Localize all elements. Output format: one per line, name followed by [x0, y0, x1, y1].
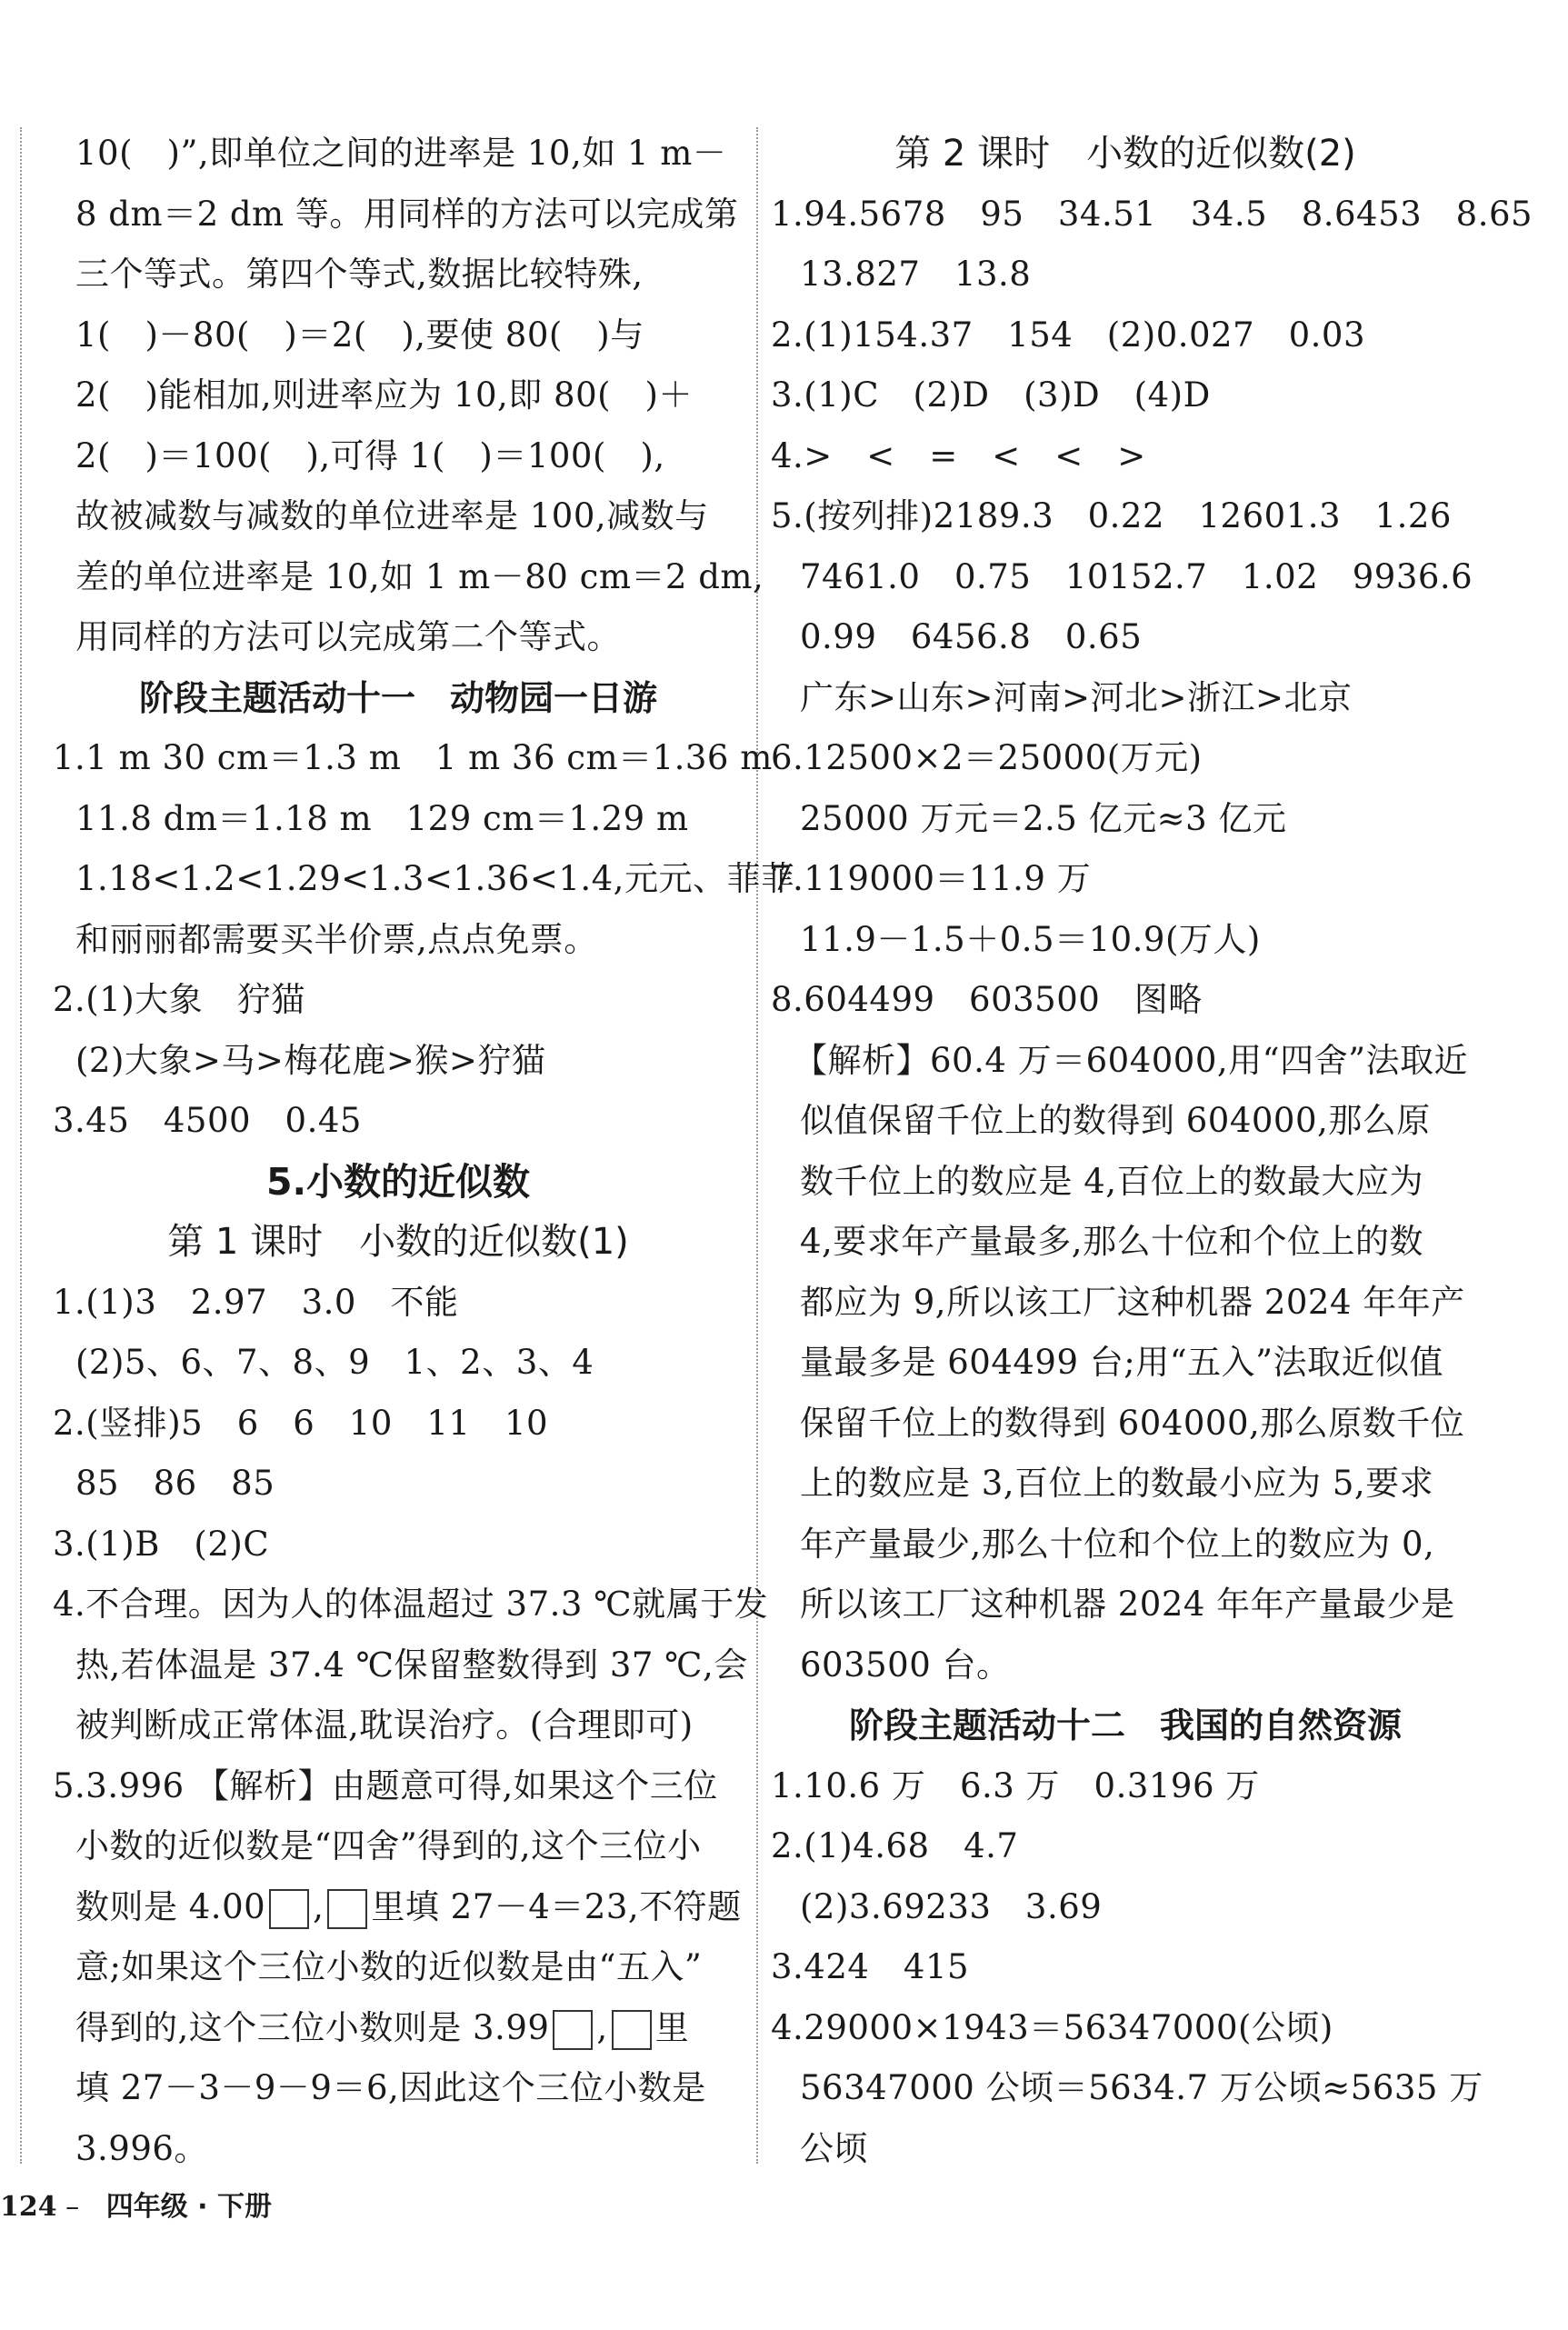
footer-dash: – [65, 2191, 80, 2223]
answer-line: 2.(竖排)5 6 6 10 11 10 [53, 1403, 549, 1443]
analysis-line: 上的数应是 3,百位上的数最小应为 5,要求 [800, 1464, 1434, 1503]
blank-box [269, 1889, 309, 1929]
answer-line: 填 27－3－9－9＝6,因此这个三位小数是 [75, 2068, 706, 2107]
blank-box [327, 1889, 367, 1929]
blank-box [612, 2010, 652, 2050]
analysis-line: 4,要求年产量最多,那么十位和个位上的数 [800, 1222, 1424, 1261]
analysis-line: 量最多是 604499 台;用“五入”法取近似值 [800, 1343, 1444, 1382]
answer-line: 意;如果这个三位小数的近似数是由“五入” [75, 1947, 703, 1986]
text-span: 得到的,这个三位小数则是 3.99 [75, 2007, 550, 2047]
answer-line: 25000 万元＝2.5 亿元≈3 亿元 [800, 798, 1287, 838]
text-line: 2( )能相加,则进率应为 10,即 80( )＋ [75, 375, 693, 415]
blank-box [553, 2010, 593, 2050]
answer-line: 7.119000＝11.9 万 [771, 859, 1092, 898]
text-span: , [313, 1886, 325, 1926]
analysis-line: 年产量最少,那么十位和个位上的数应为 0, [800, 1524, 1435, 1564]
answer-line: 7461.0 0.75 10152.7 1.02 9936.6 [800, 556, 1473, 596]
answer-line: (2)5、6、7、8、9 1、2、3、4 [75, 1343, 594, 1382]
answer-line: 11.8 dm＝1.18 m 129 cm＝1.29 m [75, 798, 689, 838]
analysis-line: 所以该工厂这种机器 2024 年年产量最少是 [800, 1585, 1455, 1624]
analysis-line: 603500 台。 [800, 1645, 1011, 1685]
analysis-line: 【解析】60.4 万＝604000,用“四舍”法取近 [794, 1040, 1468, 1080]
text-line: 差的单位进率是 10,如 1 m－80 cm＝2 dm, [75, 556, 764, 596]
left-column [53, 124, 795, 2179]
answer-line: 小数的近似数是“四舍”得到的,这个三位小 [75, 1826, 702, 1865]
answer-line: 2.(1)4.68 4.7 [771, 1826, 1019, 1865]
answer-line: 公顷 [800, 2128, 868, 2168]
answer-line: 5.3.996 【解析】由题意可得,如果这个三位 [53, 1765, 718, 1805]
section-title-activity-11: 阶段主题活动十一 动物园一日游 [138, 677, 657, 718]
answer-line: 4.29000×1943＝56347000(公顷) [771, 2007, 1333, 2047]
answer-line: 3.(1)B (2)C [53, 1524, 270, 1564]
answer-line [53, 1877, 744, 1938]
text-line: 1( )－80( )＝2( ),要使 80( )与 [75, 315, 644, 355]
answer-line: 2.(1)154.37 154 (2)0.027 0.03 [771, 315, 1366, 355]
answer-line: 热,若体温是 37.4 ℃保留整数得到 37 ℃,会 [75, 1645, 748, 1685]
answer-line: 1.10.6 万 6.3 万 0.3196 万 [771, 1765, 1260, 1805]
grade-label: 四年级 · 下册 [105, 2191, 273, 2223]
answer-line: 4.> < = < < > [771, 435, 1146, 475]
answer-line: (2)3.69233 3.69 [800, 1886, 1103, 1926]
text-line: 用同样的方法可以完成第二个等式。 [75, 617, 621, 656]
text-line: 2( )＝100( ),可得 1( )＝100( ), [75, 435, 665, 475]
left-margin-rule [20, 127, 22, 2164]
answer-line: 3.(1)C (2)D (3)D (4)D [771, 375, 1211, 415]
analysis-line: 都应为 9,所以该工厂这种机器 2024 年年产 [800, 1282, 1465, 1322]
section-title-activity-12: 阶段主题活动十二 我国的自然资源 [848, 1705, 1402, 1745]
answer-line: 1.(1)3 2.97 3.0 不能 [53, 1282, 459, 1322]
answer-line: 广东>山东>河南>河北>浙江>北京 [800, 677, 1353, 717]
answer-line: 3.996。 [75, 2128, 208, 2168]
answer-line: 1.94.5678 95 34.51 34.5 8.6453 8.65 [771, 194, 1533, 234]
right-column [771, 124, 1533, 2179]
lesson-title-2: 第 2 课时 小数的近似数(2) [894, 133, 1356, 175]
page-number: 124 [0, 2191, 57, 2223]
answer-line: 8.604499 603500 图略 [771, 980, 1203, 1019]
answer-line: 6.12500×2＝25000(万元) [771, 738, 1203, 777]
analysis-line: 保留千位上的数得到 604000,那么原数千位 [800, 1403, 1465, 1443]
answer-line: 4.不合理。因为人的体温超过 37.3 ℃就属于发 [53, 1585, 769, 1624]
answer-line: 3.424 415 [771, 1947, 970, 1986]
text-line: 三个等式。第四个等式,数据比较特殊, [75, 255, 644, 294]
answer-line: 3.45 4500 0.45 [53, 1101, 362, 1140]
answer-line: 11.9－1.5＋0.5＝10.9(万人) [800, 919, 1261, 959]
answer-line: 0.99 6456.8 0.65 [800, 617, 1143, 656]
answer-line: 2.(1)大象 狞猫 [53, 980, 305, 1019]
answer-line: 85 86 85 [75, 1464, 275, 1503]
page-footer [0, 2189, 272, 2225]
answer-line: 56347000 公顷＝5634.7 万公顷≈5635 万 [800, 2068, 1483, 2107]
answer-line: 1.18<1.2<1.29<1.3<1.36<1.4,元元、菲菲 [75, 859, 795, 898]
answer-line: 1.1 m 30 cm＝1.3 m 1 m 36 cm＝1.36 m [53, 738, 773, 777]
unit-title: 5.小数的近似数 [265, 1159, 531, 1204]
answer-line: 被判断成正常体温,耽误治疗。(合理即可) [75, 1705, 694, 1745]
text-span: 里 [654, 2007, 690, 2047]
analysis-line: 数千位上的数应是 4,百位上的数最大应为 [800, 1161, 1424, 1201]
text-span: 数则是 4.00 [75, 1886, 266, 1926]
text-span: , [596, 2007, 608, 2047]
column-divider [756, 127, 758, 2164]
text-line: 8 dm＝2 dm 等。用同样的方法可以完成第 [75, 194, 739, 234]
answer-line: 和丽丽都需要买半价票,点点免票。 [75, 919, 598, 959]
analysis-line: 似值保留千位上的数得到 604000,那么原 [800, 1101, 1431, 1140]
text-span: 里填 27－4＝23,不符题 [371, 1886, 742, 1926]
answer-line [53, 1998, 744, 2059]
lesson-title-1: 第 1 课时 小数的近似数(1) [167, 1221, 629, 1263]
answer-line: (2)大象>马>梅花鹿>猴>狞猫 [75, 1040, 546, 1080]
text-line: 故被减数与减数的单位进率是 100,减数与 [75, 496, 709, 535]
text-line: 10( )”,即单位之间的进率是 10,如 1 m－ [75, 134, 727, 173]
answer-line: 13.827 13.8 [800, 255, 1032, 294]
answer-line: 5.(按列排)2189.3 0.22 12601.3 1.26 [771, 496, 1452, 535]
